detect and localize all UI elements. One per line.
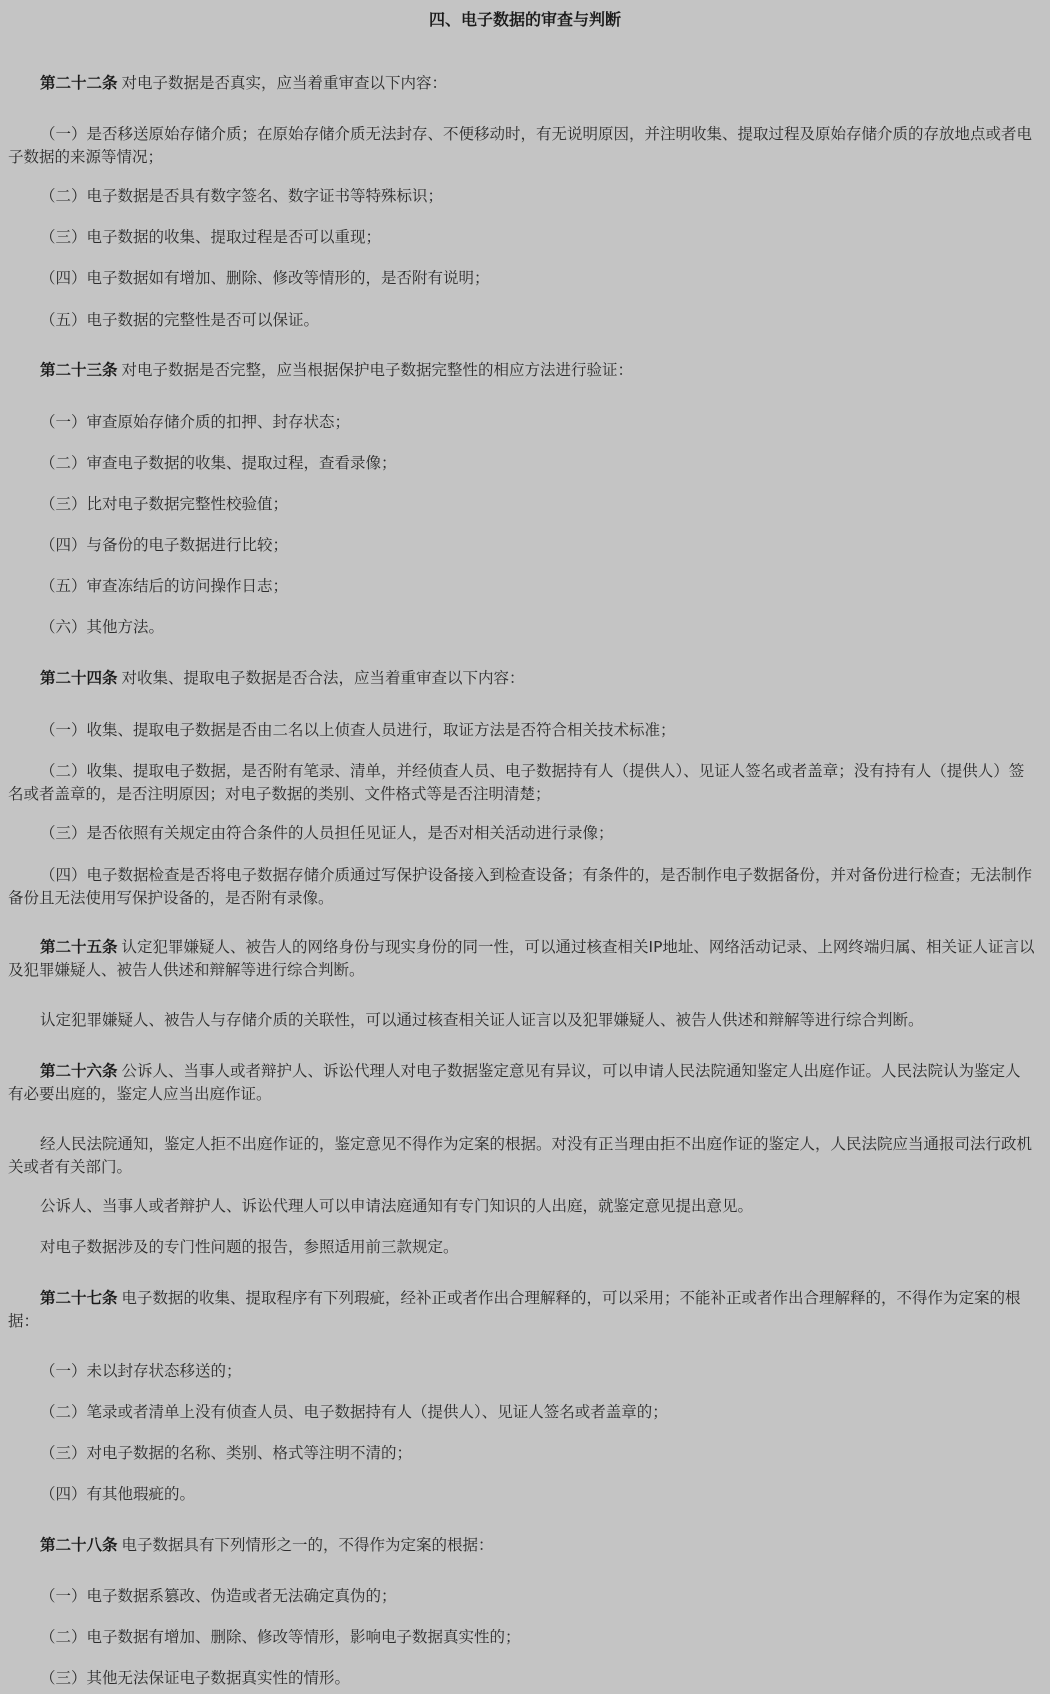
- article-text: 电子数据的收集、提取程序有下列瑕疵，经补正或者作出合理解释的，可以采用；不能补正或者作出合理解释的，不得作为定案的根据：: [8, 1289, 1021, 1330]
- article-number: 第二十五条: [40, 938, 118, 956]
- list-item: （一）审查原始存储介质的扣押、封存状态；: [40, 413, 351, 431]
- article-text: 认定犯罪嫌疑人、被告人的网络身份与现实身份的同一性，可以通过核查相关IP地址、网络活动记录、上网终端归属、相关证人证言以及犯罪嫌疑人、被告人供述和辩解等进行综合判断。: [8, 938, 1035, 979]
- article-text: 电子数据具有下列情形之一的，不得作为定案的根据：: [121, 1536, 494, 1554]
- article-number: 第二十七条: [40, 1289, 118, 1307]
- list-item: （三）对电子数据的名称、类别、格式等注明不清的；: [40, 1444, 413, 1462]
- article-24-intro: [8, 667, 1036, 690]
- list-item: （四）电子数据如有增加、删除、修改等情形的，是否附有说明；: [40, 269, 490, 287]
- list-item: （二）收集、提取电子数据，是否附有笔录、清单，并经侦查人员、电子数据持有人（提供人）、见证人签名或者盖章；没有持有人（提供人）签名或者盖章的，是否注明原因；对电子数据的类别、文件格式等是否注明清楚；: [8, 762, 1025, 803]
- list-item: （五）电子数据的完整性是否可以保证。: [40, 311, 320, 329]
- list-item: （五）审查冻结后的访问操作日志；: [40, 577, 289, 595]
- article-number: 第二十二条: [40, 74, 118, 92]
- article-number: 第二十八条: [40, 1536, 118, 1554]
- list-item: （四）与备份的电子数据进行比较；: [40, 536, 289, 554]
- list-item: （三）电子数据的收集、提取过程是否可以重现；: [40, 228, 382, 246]
- list-item: （一）是否移送原始存储介质；在原始存储介质无法封存、不便移动时，有无说明原因，并注明收集、提取过程及原始存储介质的存放地点或者电子数据的来源等情况；: [8, 125, 1033, 166]
- article-27: [8, 1287, 1036, 1333]
- list-item: （一）未以封存状态移送的；: [40, 1362, 242, 1380]
- list-item: （四）有其他瑕疵的。: [40, 1485, 196, 1503]
- section-title: 四、电子数据的审查与判断: [428, 10, 621, 29]
- list-item: （二）电子数据是否具有数字签名、数字证书等特殊标识；: [40, 187, 444, 205]
- list-item: （三）比对电子数据完整性校验值；: [40, 495, 289, 513]
- list-item: （二）笔录或者清单上没有侦查人员、电子数据持有人（提供人）、见证人签名或者盖章的；: [40, 1403, 668, 1421]
- paragraph: 公诉人、当事人或者辩护人、诉讼代理人可以申请法庭通知有专门知识的人出庭，就鉴定意见提出意见。: [40, 1197, 754, 1215]
- paragraph: 经人民法院通知，鉴定人拒不出庭作证的，鉴定意见不得作为定案的根据。对没有正当理由拒不出庭作证的鉴定人，人民法院应当通报司法行政机关或者有关部门。: [8, 1135, 1033, 1176]
- paragraph: 对电子数据涉及的专门性问题的报告，参照适用前三款规定。: [40, 1238, 459, 1256]
- list-item: （二）审查电子数据的收集、提取过程，查看录像；: [40, 454, 397, 472]
- article-number: 第二十六条: [40, 1062, 118, 1080]
- article-text: 对收集、提取电子数据是否合法，应当着重审查以下内容：: [121, 669, 525, 687]
- list-item: （一）电子数据系篡改、伪造或者无法确定真伪的；: [40, 1587, 397, 1605]
- article-22-intro: [8, 72, 1036, 95]
- article-text: 对电子数据是否完整，应当根据保护电子数据完整性的相应方法进行验证：: [121, 361, 634, 379]
- list-item: （三）是否依照有关规定由符合条件的人员担任见证人，是否对相关活动进行录像；: [40, 824, 614, 842]
- article-number: 第二十三条: [40, 361, 118, 379]
- article-26: [8, 1060, 1036, 1106]
- paragraph: 认定犯罪嫌疑人、被告人与存储介质的关联性，可以通过核查相关证人证言以及犯罪嫌疑人、被告人供述和辩解等进行综合判断。: [40, 1011, 924, 1029]
- article-text: 对电子数据是否真实，应当着重审查以下内容：: [121, 74, 448, 92]
- list-item: （二）电子数据有增加、删除、修改等情形，影响电子数据真实性的；: [40, 1628, 521, 1646]
- article-23-intro: [8, 359, 1036, 382]
- list-item: （四）电子数据检查是否将电子数据存储介质通过写保护设备接入到检查设备；有条件的，是否制作电子数据备份，并对备份进行检查；无法制作备份且无法使用写保护设备的，是否附有录像。: [8, 866, 1033, 907]
- list-item: （三）其他无法保证电子数据真实性的情形。: [40, 1669, 351, 1687]
- article-text: 公诉人、当事人或者辩护人、诉讼代理人对电子数据鉴定意见有异议，可以申请人民法院通知鉴定人出庭作证。人民法院认为鉴定人有必要出庭的，鉴定人应当出庭作证。: [8, 1062, 1021, 1103]
- list-item: （六）其他方法。: [40, 618, 165, 636]
- article-number: 第二十四条: [40, 669, 118, 687]
- article-25: [8, 936, 1036, 982]
- list-item: （一）收集、提取电子数据是否由二名以上侦查人员进行，取证方法是否符合相关技术标准；: [40, 721, 676, 739]
- article-28-intro: [8, 1534, 1036, 1557]
